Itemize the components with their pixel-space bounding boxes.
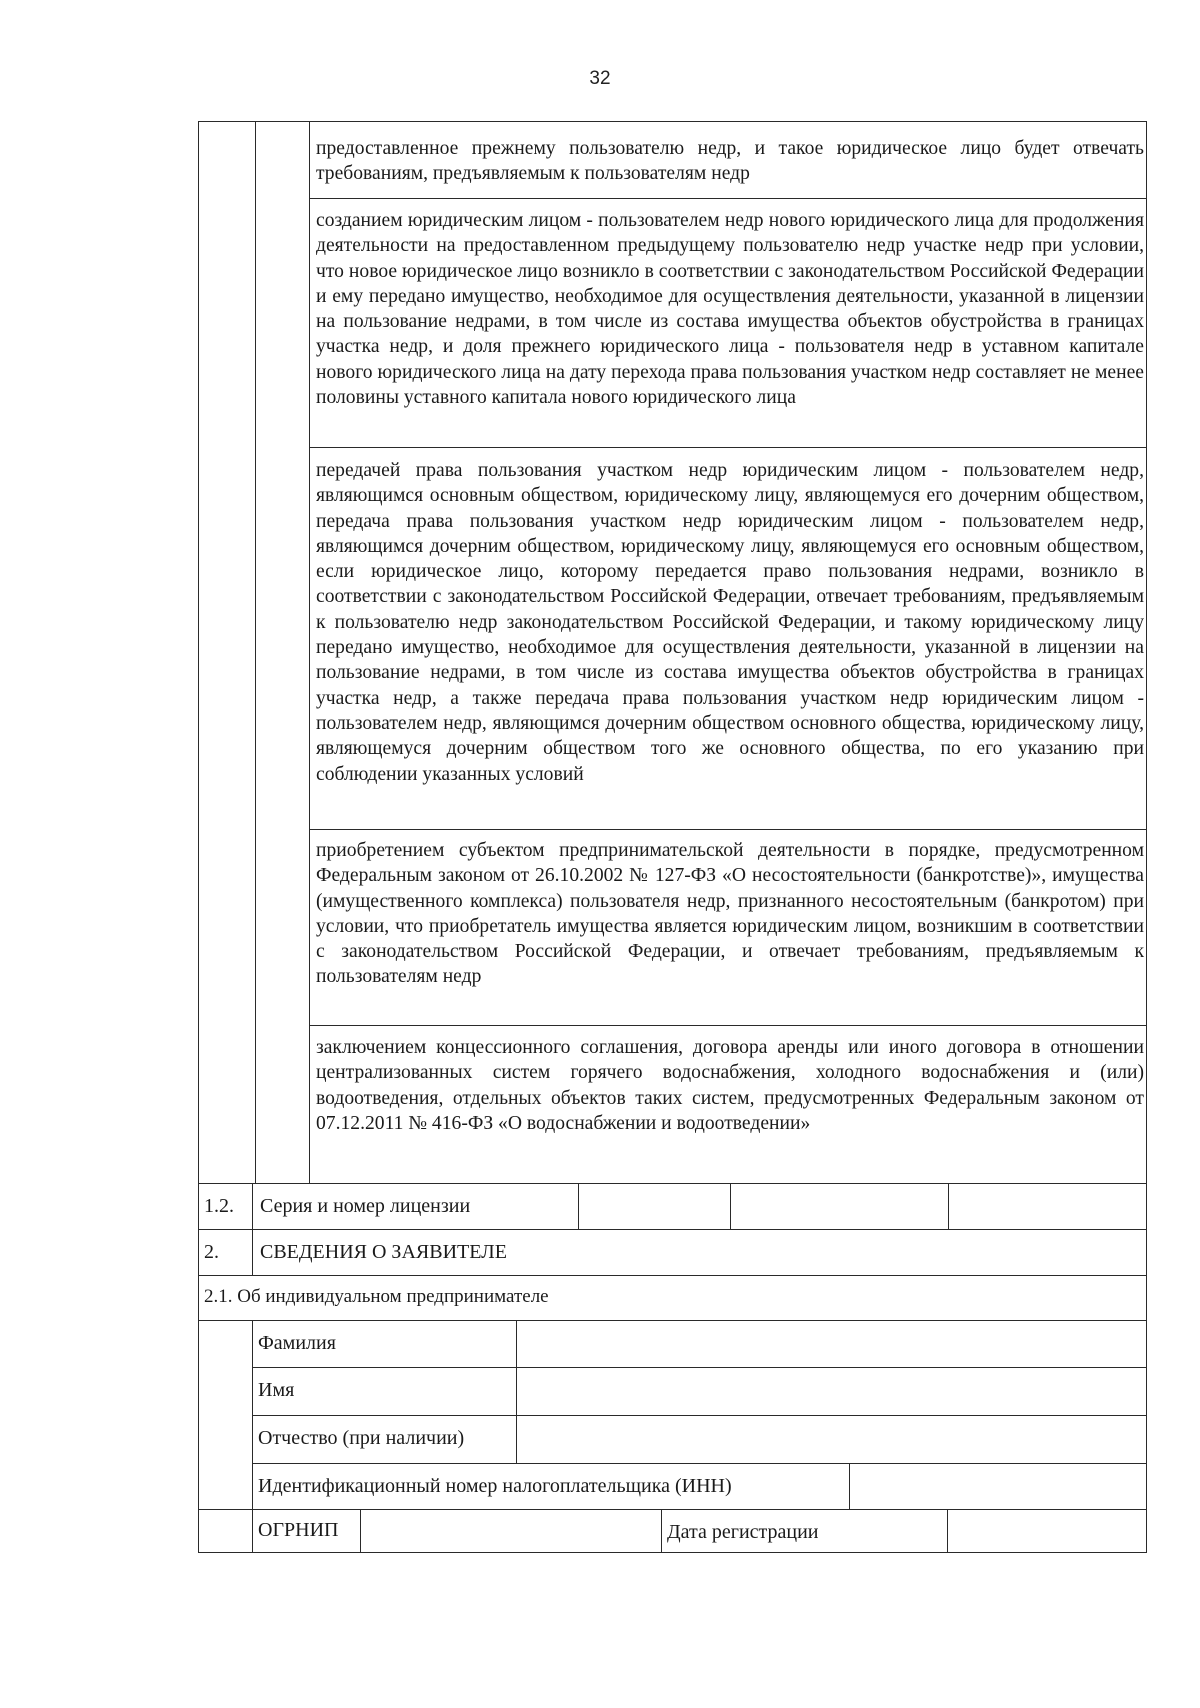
table-border-top xyxy=(198,121,1147,122)
row-separator xyxy=(198,1509,1147,1510)
table-border-left xyxy=(198,121,199,1552)
column-line-2 xyxy=(309,121,310,1183)
column-line xyxy=(730,1183,731,1229)
ogrnip-label: ОГРНИП xyxy=(258,1519,339,1541)
table-border-right xyxy=(1146,121,1147,1552)
row-separator xyxy=(252,1367,1146,1368)
row-separator xyxy=(309,198,1146,199)
column-line xyxy=(252,1229,253,1275)
registration-date-label: Дата регистрации xyxy=(667,1521,819,1543)
column-line xyxy=(360,1509,361,1552)
condition-paragraph: предоставленное прежнему пользователю недр, и такое юридическое лицо будет отвечать требованиям, предъявляемым к пользователям недр xyxy=(316,138,1144,185)
surname-label: Фамилия xyxy=(258,1332,336,1354)
column-line xyxy=(252,1183,253,1229)
table-border-bottom xyxy=(198,1552,1147,1553)
row-separator xyxy=(309,1025,1146,1026)
patronymic-label: Отчество (при наличии) xyxy=(258,1427,465,1449)
condition-paragraph: приобретением субъектом предпринимательской деятельности в порядке, предусмотренном Федеральным законом от 26.10.2002 № 127-ФЗ «О несостоятельности (банкротстве)», имущества (имущественного комплекса) пользователя недр, признанного несостоятельным (банкротом) при условии, что приобретатель имущества является юридическим лицом, возникшим в соответствии с законодательством Российской Федерации, и отвечает требованиям, предъявляемым к пользователям недр xyxy=(316,840,1144,988)
column-line-1 xyxy=(255,121,256,1183)
row-separator xyxy=(198,1320,1147,1321)
column-line xyxy=(516,1320,517,1463)
row-separator xyxy=(198,1183,1147,1184)
column-line xyxy=(948,1183,949,1229)
column-line xyxy=(661,1509,662,1552)
row-separator xyxy=(198,1275,1147,1276)
inn-label: Идентификационный номер налогоплательщика (ИНН) xyxy=(258,1475,732,1497)
page-number: 32 xyxy=(589,68,611,89)
column-line xyxy=(849,1463,850,1509)
row-separator xyxy=(309,829,1146,830)
row-separator xyxy=(252,1415,1146,1416)
subsection-heading-entrepreneur: 2.1. Об индивидуальном предпринимателе xyxy=(204,1286,549,1307)
condition-paragraph: заключением концессионного соглашения, договора аренды или иного договора в отношении централизованных систем горячего водоснабжения, холодного водоснабжения и (или) водоотведения, отдельных объектов таких систем, предусмотренных Федеральным законом от 07.12.2011 № 416-ФЗ «О водоснабжении и водоотведении» xyxy=(316,1037,1144,1134)
section-heading-applicant: СВЕДЕНИЯ О ЗАЯВИТЕЛЕ xyxy=(260,1241,507,1263)
column-line xyxy=(947,1509,948,1552)
condition-paragraph: передачей права пользования участком недр юридическим лицом - пользователем недр, являющимся основным обществом, юридическому лицу, являющемуся его дочерним обществом, передача права пользования участком недр юридическим лицом - пользователем недр, являющимся дочерним обществом, юридическому лицу, являющемуся его основным обществом, если юридическое лицо, которому передается право пользования недрами, возникло в соответствии с законодательством Российской Федерации, отвечает требованиям, предъявляемым к пользователю недр законодательством Российской Федерации, и такому юридическому лицу передано имущество, необходимое для осуществления деятельности, указанной в лицензии на пользование недрами, в том числе из состава имущества объектов обустройства в границах участка недр, а также передача права пользования участком недр юридическим лицом - пользователем недр, являющимся дочерним обществом основного общества, юридическому лицу, являющемуся дочерним обществом того же основного общества, по его указанию при соблюдении указанных условий xyxy=(316,460,1144,785)
condition-paragraph: созданием юридическим лицом - пользователем недр нового юридического лица для продолжения деятельности на предоставленном предыдущему пользователю недр участке недр при условии, что новое юридическое лицо возникло в соответствии с законодательством Российской Федерации и ему передано имущество, необходимое для осуществления деятельности, указанной в лицензии на пользование недрами, в том числе из состава имущества объектов обустройства в границах участка недр, и доля прежнего юридического лица - пользователя недр в уставном капитале нового юридического лица на дату перехода права пользования участком недр составляет не менее половины уставного капитала нового юридического лица xyxy=(316,210,1144,409)
row-separator xyxy=(252,1463,1146,1464)
row-number-2: 2. xyxy=(204,1241,219,1263)
license-series-label: Серия и номер лицензии xyxy=(260,1195,471,1217)
row-separator xyxy=(309,447,1146,448)
row-separator xyxy=(198,1229,1147,1230)
name-label: Имя xyxy=(258,1379,295,1401)
column-line xyxy=(252,1320,253,1552)
row-number-1-2: 1.2. xyxy=(204,1195,234,1217)
column-line xyxy=(578,1183,579,1229)
